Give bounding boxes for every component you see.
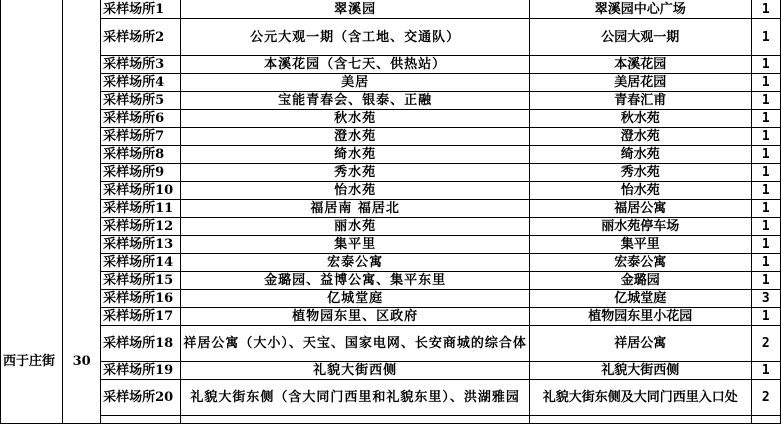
quantity-cell: 1: [751, 92, 780, 110]
table-row: [1, 182, 781, 200]
site-label-cell: 采样场所3: [101, 56, 181, 74]
sampling-point-cell: 丽水苑停车场: [529, 218, 751, 236]
site-label-cell: 采样场所16: [101, 290, 181, 308]
sampling-point-cell: 澄水苑: [529, 128, 751, 146]
community-name-cell: 集平里: [181, 236, 530, 254]
community-name-cell: 福居南 福居北: [181, 200, 530, 218]
quantity-cell: 1: [751, 19, 780, 56]
sampling-point-cell: 公园大观一期: [529, 19, 751, 56]
sampling-point-cell: 亿城堂庭: [529, 290, 751, 308]
site-label-cell: 采样场所14: [101, 254, 181, 272]
empty-cell: [529, 416, 751, 424]
site-count-cell: 30: [63, 0, 101, 424]
table-row: [1, 110, 781, 128]
sampling-point-cell: 礼貌大街西侧: [529, 362, 751, 380]
community-name-cell: 宏泰公寓: [181, 254, 530, 272]
table-row: [1, 19, 781, 56]
table-row: [1, 416, 781, 424]
community-name-cell: 植物园东里、区政府: [181, 308, 530, 326]
quantity-cell: 1: [751, 56, 780, 74]
sampling-point-cell: 怡水苑: [529, 182, 751, 200]
quantity-cell: 1: [751, 146, 780, 164]
site-label-cell: 采样场所6: [101, 110, 181, 128]
site-label-cell: 采样场所17: [101, 308, 181, 326]
community-name-cell: 秋水苑: [181, 110, 530, 128]
sampling-point-cell: 福居公寓: [529, 200, 751, 218]
table-row: [1, 218, 781, 236]
site-label-cell: 采样场所18: [101, 326, 181, 362]
site-label-cell: 采样场所5: [101, 92, 181, 110]
table-row: [1, 56, 781, 74]
quantity-cell: 3: [751, 290, 780, 308]
community-name-cell: 美居: [181, 74, 530, 92]
site-label-cell: 采样场所8: [101, 146, 181, 164]
site-label-cell: 采样场所13: [101, 236, 181, 254]
community-name-cell: 公元大观一期（含工地、交通队）: [181, 19, 530, 56]
quantity-cell: 2: [751, 380, 780, 416]
site-label-cell: 采样场所7: [101, 128, 181, 146]
table-row: [1, 146, 781, 164]
community-name-cell: 亿城堂庭: [181, 290, 530, 308]
site-label-cell: 采样场所15: [101, 272, 181, 290]
site-label-cell: 采样场所12: [101, 218, 181, 236]
table-row: [1, 362, 781, 380]
site-label-cell: 采样场所9: [101, 164, 181, 182]
community-name-cell: 礼貌大街西侧: [181, 362, 530, 380]
community-name-cell: 金璐园、益博公寓、集平东里: [181, 272, 530, 290]
community-name-cell: 丽水苑: [181, 218, 530, 236]
community-name-cell: 翠溪园: [181, 0, 530, 19]
quantity-cell: 2: [751, 326, 780, 362]
site-label-cell: 采样场所19: [101, 362, 181, 380]
sampling-point-cell: 金璐园: [529, 272, 751, 290]
sampling-point-cell: 美居花园: [529, 74, 751, 92]
community-name-cell: 祥居公寓（大小）、天宝、国家电网、长安商城的综合体: [181, 326, 530, 362]
quantity-cell: 1: [751, 164, 780, 182]
sampling-point-cell: 植物园东里小花园: [529, 308, 751, 326]
sampling-point-cell: 青春汇甫: [529, 92, 751, 110]
table-row: [1, 254, 781, 272]
empty-cell: [751, 416, 780, 424]
table-row: [1, 380, 781, 416]
table-body: [1, 0, 781, 424]
table-row: [1, 74, 781, 92]
sampling-point-cell: 秋水苑: [529, 110, 751, 128]
site-label-cell: 采样场所20: [101, 380, 181, 416]
quantity-cell: 1: [751, 254, 780, 272]
quantity-cell: 1: [751, 0, 780, 19]
community-name-cell: 本溪花园（含七天、供热站）: [181, 56, 530, 74]
site-label-cell: 采样场所1: [101, 0, 181, 19]
sampling-point-cell: 绮水苑: [529, 146, 751, 164]
table-row: [1, 128, 781, 146]
quantity-cell: 1: [751, 218, 780, 236]
quantity-cell: 1: [751, 128, 780, 146]
table-row: [1, 308, 781, 326]
sampling-point-cell: 祥居公寓: [529, 326, 751, 362]
quantity-cell: 1: [751, 74, 780, 92]
quantity-cell: 1: [751, 200, 780, 218]
sampling-point-cell: 本溪花园: [529, 56, 751, 74]
site-label-cell: 采样场所2: [101, 19, 181, 56]
sampling-point-cell: 礼貌大街东侧及大同门西里入口处: [529, 380, 751, 416]
table-row: [1, 326, 781, 362]
community-name-cell: 宝能青春会、银泰、正融: [181, 92, 530, 110]
table-row: [1, 290, 781, 308]
table-row: [1, 200, 781, 218]
site-label-cell: 采样场所4: [101, 74, 181, 92]
quantity-cell: 1: [751, 110, 780, 128]
quantity-cell: 1: [751, 272, 780, 290]
site-label-cell: 采样场所10: [101, 182, 181, 200]
table-row: [1, 0, 781, 19]
table-row: [1, 236, 781, 254]
sampling-point-cell: 秀水苑: [529, 164, 751, 182]
empty-cell: [181, 416, 530, 424]
sampling-point-cell: 宏泰公寓: [529, 254, 751, 272]
community-name-cell: 澄水苑: [181, 128, 530, 146]
community-name-cell: 秀水苑: [181, 164, 530, 182]
community-name-cell: 怡水苑: [181, 182, 530, 200]
quantity-cell: 1: [751, 182, 780, 200]
community-name-cell: 礼貌大街东侧（含大同门西里和礼貌东里）、洪湖雅园: [181, 380, 530, 416]
table-row: [1, 164, 781, 182]
street-name-cell: 西于庄街: [1, 0, 63, 424]
quantity-cell: 1: [751, 362, 780, 380]
quantity-cell: 1: [751, 308, 780, 326]
empty-cell: [101, 416, 181, 424]
table-row: [1, 272, 781, 290]
table-row: [1, 92, 781, 110]
sampling-point-cell: 集平里: [529, 236, 751, 254]
site-label-cell: 采样场所11: [101, 200, 181, 218]
quantity-cell: 1: [751, 236, 780, 254]
sampling-point-cell: 翠溪园中心广场: [529, 0, 751, 19]
community-name-cell: 绮水苑: [181, 146, 530, 164]
